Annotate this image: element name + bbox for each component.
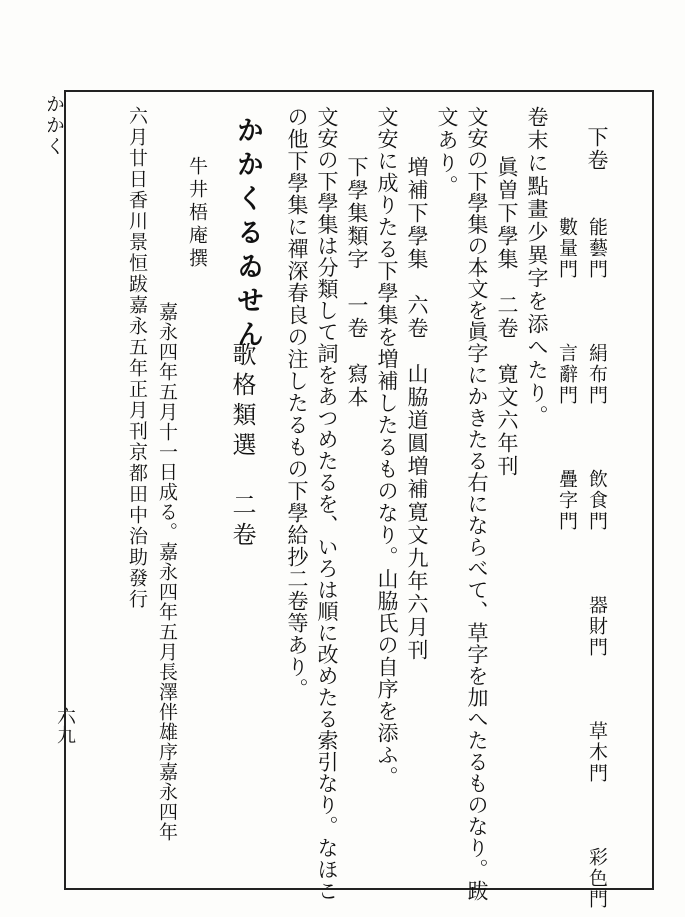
book-heading: 増補下學集 六卷 山脇道圓増補寛文九年六月刊	[405, 156, 429, 662]
entry-title: かかくるゐせん	[232, 116, 263, 354]
category-column-2	[552, 217, 582, 532]
category-name: 數量門	[556, 217, 578, 280]
category-name: 能藝門	[586, 217, 608, 280]
text-line: 文あり。	[435, 106, 459, 198]
author-line: 牛井梧庵撰	[186, 156, 208, 271]
page-number: 六九	[54, 706, 76, 744]
book-heading: 下學集類字 一卷 寫本	[345, 156, 369, 409]
category-name: 草木門	[586, 721, 608, 784]
category-name: 飲食門	[586, 469, 608, 532]
category-name: 器財門	[586, 595, 608, 658]
running-head: かかく	[43, 94, 65, 157]
text-line: の他下學集に禪深春良の注したるもの下學給抄二卷等あり。	[285, 106, 309, 700]
text-frame	[64, 90, 654, 910]
text-line: 文安の下學集は分類して詞をあつめたるを、いろは順に改めたる索引なり。なほこ	[315, 106, 339, 902]
book-heading: 眞曽下學集 二卷 寛文六年刊	[495, 156, 519, 478]
volume-label: 下卷	[585, 126, 609, 172]
category-column-1	[582, 217, 612, 910]
text-line: 文安の下學集の本文を眞字にかきたる右にならべて、草字を加へたるものなり。跋	[465, 106, 489, 902]
category-name: 言辭門	[556, 343, 578, 406]
text-line: 文安に成りたる下學集を増補したるものなり。山脇氏の自序を添ふ。	[375, 106, 399, 788]
category-name: 絹布門	[586, 343, 608, 406]
publication-line: 六月廿日香川景恒跋嘉永五年正月刊京都田中治助發行	[126, 106, 148, 610]
work-title: 歌格類選 二卷	[228, 342, 256, 552]
text-line: 卷末に點畫少異字を添へたり。	[525, 106, 549, 428]
category-name: 疊字門	[556, 469, 578, 532]
category-name: 彩色門	[586, 847, 608, 910]
publication-line: 嘉永四年五月十一日成る。嘉永四年五月長澤伴雄序嘉永四年	[156, 302, 178, 842]
